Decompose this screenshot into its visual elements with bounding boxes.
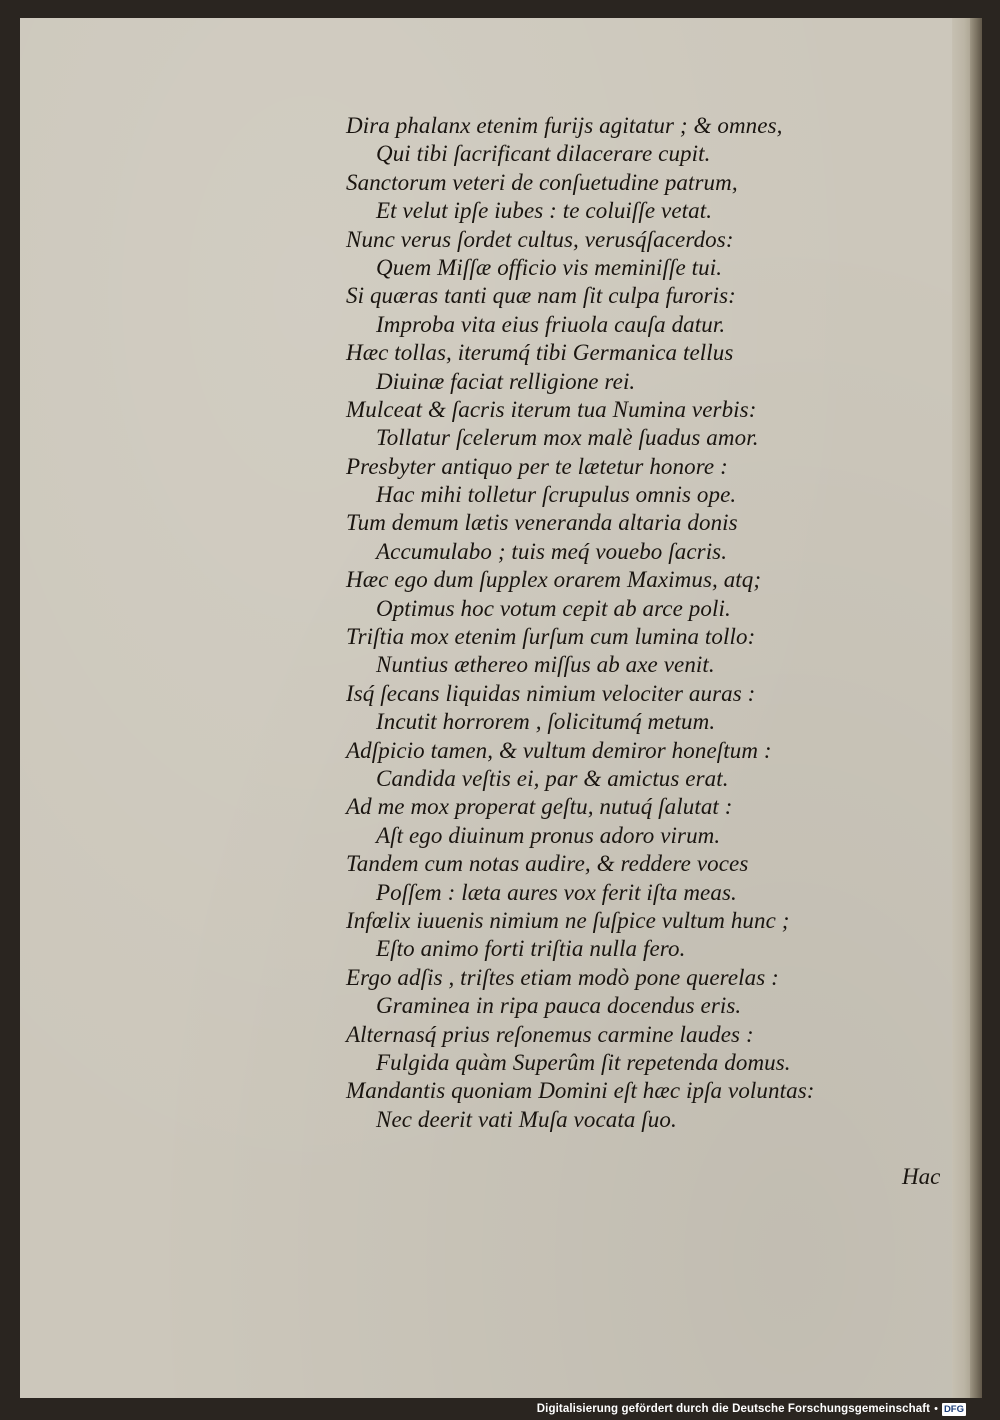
verse-line: Nec deerit vati Muſa vocata ſuo. <box>376 1106 677 1132</box>
verse-line: Eſto animo forti triſtia nulla fero. <box>376 936 686 962</box>
dfg-logo-icon: DFG <box>943 1403 964 1415</box>
verse-line: Nunc verus ſordet cultus, verusq́ſacerdos: <box>346 226 734 252</box>
verse-line: Hac mihi tolletur ſcrupulus omnis ope. <box>376 482 737 508</box>
verse-line: Aſt ego diuinum pronus adoro virum. <box>376 822 721 848</box>
verse-line: Qui tibi ſacrificant dilacerare cupit. <box>376 141 711 167</box>
verse-line: Ergo adſis , triſtes etiam modò pone querelas : <box>346 964 779 990</box>
footer-credit-text: Digitalisierung gefördert durch die Deutsche Forschungsgemeinschaft <box>536 1403 931 1415</box>
verse-line: Nuntius æthereo miſſus ab axe venit. <box>376 652 715 678</box>
verse-line: Accumulabo ; tuis meq́ vouebo ſacris. <box>376 538 728 564</box>
verse-line: Ad me mox properat geſtu, nutuq́ ſalutat : <box>346 794 733 820</box>
catchword: Hac <box>902 1164 941 1189</box>
verse-line: Si quæras tanti quæ nam ſit culpa furoris: <box>346 283 736 309</box>
verse-line: Poſſem : læta aures vox ferit iſta meas. <box>376 879 737 905</box>
verse-line: Candida veſtis ei, par & amictus erat. <box>376 765 729 791</box>
verse-line: Alternasq́ prius reſonemus carmine laudes : <box>346 1021 754 1047</box>
poem-verse-block <box>346 112 906 1134</box>
verse-line: Tum demum lætis veneranda altaria donis <box>346 510 738 536</box>
verse-line: Improba vita eius friuola cauſa datur. <box>376 311 726 337</box>
verse-line: Mandantis quoniam Domini eſt hæc ipſa voluntas: <box>346 1078 815 1104</box>
verse-line: Presbyter antiquo per te lætetur honore : <box>346 453 728 479</box>
verse-line: Triſtia mox etenim ſurſum cum lumina tollo: <box>346 624 756 650</box>
verse-line: Diuinæ faciat relligione rei. <box>376 368 636 394</box>
verse-line: Mulceat & ſacris iterum tua Numina verbis: <box>346 396 757 422</box>
footer-separator: • <box>934 1403 938 1415</box>
verse-line: Sanctorum veteri de conſuetudine patrum, <box>346 169 738 195</box>
verse-line: Adſpicio tamen, & vultum demiror honeſtum : <box>346 737 772 763</box>
verse-line: Tandem cum notas audire, & reddere voces <box>346 851 749 877</box>
verse-line: Et velut ipſe iubes : te coluiſſe vetat. <box>376 198 713 224</box>
verse-line: Isq́ ſecans liquidas nimium velociter auras : <box>346 680 756 706</box>
verse-line: Fulgida quàm Superûm ſit repetenda domus. <box>376 1049 791 1075</box>
verse-line: Hæc tollas, iterumq́ tibi Germanica tellus <box>346 340 734 366</box>
page-spine-shadow <box>970 18 982 1398</box>
digitization-credit-footer <box>537 1400 966 1418</box>
verse-line: Infœlix iuuenis nimium ne ſuſpice vultum hunc ; <box>346 907 790 933</box>
verse-line: Dira phalanx etenim furijs agitatur ; & omnes, <box>346 113 783 138</box>
verse-line: Tollatur ſcelerum mox malè ſuadus amor. <box>376 425 759 451</box>
verse-line: Optimus hoc votum cepit ab arce poli. <box>376 595 731 621</box>
verse-line: Incutit horrorem , ſolicitumq́ metum. <box>376 709 716 735</box>
verse-line: Hæc ego dum ſupplex orarem Maximus, atq; <box>346 567 762 593</box>
verse-line: Quem Miſſæ officio vis meminiſſe tui. <box>376 254 723 280</box>
verse-line: Graminea in ripa pauca docendus eris. <box>376 993 742 1019</box>
